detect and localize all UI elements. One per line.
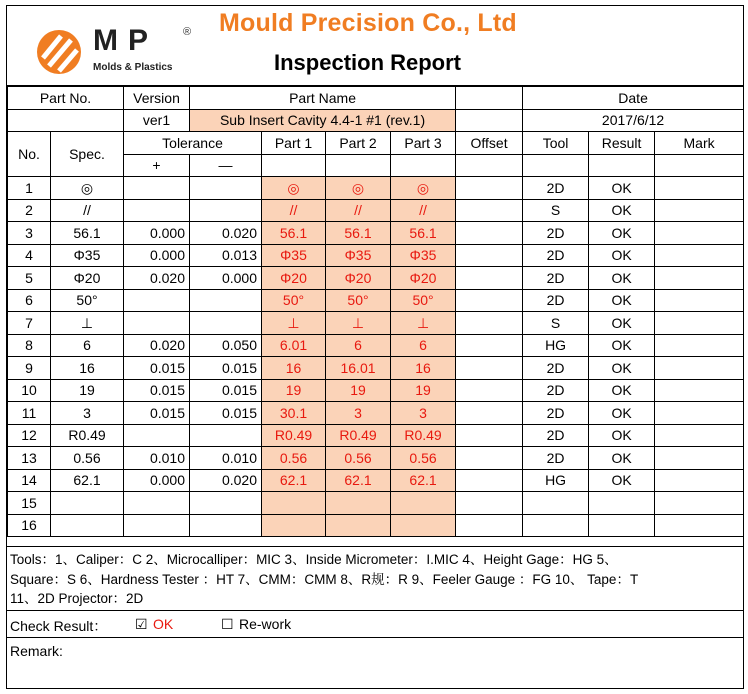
row-mark <box>655 177 744 200</box>
row-tol-plus: 0.015 <box>124 379 190 402</box>
row-tol-plus: 0.010 <box>124 447 190 470</box>
part-name-label: Part Name <box>190 87 456 110</box>
row-part1: 30.1 <box>262 402 326 425</box>
table-row <box>8 424 744 447</box>
check-result-label: Check Result： <box>10 618 108 634</box>
row-tol-minus: 0.020 <box>190 222 262 245</box>
row-offset <box>456 379 523 402</box>
row-tool: 2D <box>523 379 589 402</box>
row-part2: Φ20 <box>326 267 391 290</box>
row-part2 <box>326 514 391 537</box>
row-tool: 2D <box>523 177 589 200</box>
row-mark <box>655 244 744 267</box>
row-result: OK <box>589 379 655 402</box>
table-row <box>8 267 744 290</box>
row-no: 1 <box>8 177 51 200</box>
row-part2: R0.49 <box>326 424 391 447</box>
check-result-row <box>7 610 743 637</box>
row-spec <box>51 492 124 515</box>
info-label-row <box>8 87 744 110</box>
row-result: OK <box>589 244 655 267</box>
row-no: 9 <box>8 357 51 380</box>
row-part3: 62.1 <box>391 469 456 492</box>
inspection-table <box>7 86 744 537</box>
table-row <box>8 447 744 470</box>
row-mark <box>655 469 744 492</box>
row-spec <box>51 514 124 537</box>
row-offset <box>456 514 523 537</box>
row-tol-plus: 0.020 <box>124 334 190 357</box>
row-tol-plus: 0.015 <box>124 402 190 425</box>
row-part3: 0.56 <box>391 447 456 470</box>
row-mark <box>655 492 744 515</box>
col-mark: Mark <box>655 132 744 155</box>
rework-checkbox[interactable]: ☐ <box>221 616 234 632</box>
row-part3: R0.49 <box>391 424 456 447</box>
row-tol-plus <box>124 492 190 515</box>
row-offset <box>456 289 523 312</box>
version-value: ver1 <box>124 109 190 132</box>
row-offset <box>456 312 523 335</box>
table-row <box>8 177 744 200</box>
row-part1: 62.1 <box>262 469 326 492</box>
row-tool: 2D <box>523 244 589 267</box>
table-row <box>8 244 744 267</box>
row-tol-minus <box>190 177 262 200</box>
measurement-rows <box>8 177 744 537</box>
row-tol-plus: 0.015 <box>124 357 190 380</box>
row-part3: 19 <box>391 379 456 402</box>
table-row <box>8 402 744 425</box>
row-part1: Φ20 <box>262 267 326 290</box>
row-part2: // <box>326 199 391 222</box>
row-part1: 0.56 <box>262 447 326 470</box>
row-part1: R0.49 <box>262 424 326 447</box>
row-part3: // <box>391 199 456 222</box>
table-row <box>8 334 744 357</box>
row-part2: Φ35 <box>326 244 391 267</box>
row-part2: 50° <box>326 289 391 312</box>
row-no: 6 <box>8 289 51 312</box>
row-part1: 6.01 <box>262 334 326 357</box>
row-part3: 50° <box>391 289 456 312</box>
row-tol-plus <box>124 289 190 312</box>
row-part3 <box>391 514 456 537</box>
row-mark <box>655 402 744 425</box>
row-tol-minus <box>190 312 262 335</box>
row-tool: 2D <box>523 222 589 245</box>
row-tol-minus: 0.050 <box>190 334 262 357</box>
row-mark <box>655 267 744 290</box>
row-no: 8 <box>8 334 51 357</box>
report-title: Inspection Report <box>274 50 462 75</box>
row-part2: 19 <box>326 379 391 402</box>
row-part1: // <box>262 199 326 222</box>
col-tool: Tool <box>523 132 589 155</box>
row-tol-minus: 0.015 <box>190 379 262 402</box>
row-offset <box>456 492 523 515</box>
row-part1 <box>262 514 326 537</box>
row-tool: S <box>523 199 589 222</box>
row-part3: 6 <box>391 334 456 357</box>
col-offset: Offset <box>456 132 523 155</box>
row-tool: 2D <box>523 402 589 425</box>
row-spec: Φ35 <box>51 244 124 267</box>
date-value: 2017/6/12 <box>523 109 744 132</box>
row-spec: 3 <box>51 402 124 425</box>
row-result: OK <box>589 289 655 312</box>
row-no: 7 <box>8 312 51 335</box>
part-no-label: Part No. <box>8 87 124 110</box>
row-part3 <box>391 492 456 515</box>
row-offset <box>456 199 523 222</box>
row-result <box>589 492 655 515</box>
row-result: OK <box>589 222 655 245</box>
date-label: Date <box>523 87 744 110</box>
row-no: 15 <box>8 492 51 515</box>
info-blank <box>456 87 523 110</box>
ok-label: OK <box>153 616 174 632</box>
row-tol-minus: 0.015 <box>190 357 262 380</box>
row-spec: R0.49 <box>51 424 124 447</box>
row-no: 13 <box>8 447 51 470</box>
row-tool <box>523 492 589 515</box>
col-part2: Part 2 <box>326 132 391 155</box>
column-header-row <box>8 132 744 155</box>
row-part1: Φ35 <box>262 244 326 267</box>
tools-legend-line: 11、2D Projector：2D <box>10 591 144 606</box>
table-row <box>8 199 744 222</box>
row-tol-minus <box>190 289 262 312</box>
row-spec: 50° <box>51 289 124 312</box>
row-mark <box>655 222 744 245</box>
row-mark <box>655 424 744 447</box>
row-no: 11 <box>8 402 51 425</box>
col-part1: Part 1 <box>262 132 326 155</box>
row-offset <box>456 447 523 470</box>
row-part3: 3 <box>391 402 456 425</box>
row-result: OK <box>589 177 655 200</box>
row-spec: 16 <box>51 357 124 380</box>
row-spec: // <box>51 199 124 222</box>
row-tol-minus: 0.020 <box>190 469 262 492</box>
row-spec: ◎ <box>51 177 124 200</box>
row-result: OK <box>589 267 655 290</box>
row-part1: 19 <box>262 379 326 402</box>
row-offset <box>456 244 523 267</box>
row-mark <box>655 334 744 357</box>
row-part2: 6 <box>326 334 391 357</box>
row-mark <box>655 199 744 222</box>
row-offset <box>456 469 523 492</box>
col-plus: + <box>124 154 190 177</box>
row-part3: Φ35 <box>391 244 456 267</box>
row-spec: 19 <box>51 379 124 402</box>
row-result: OK <box>589 402 655 425</box>
company-logo <box>35 24 205 80</box>
row-tol-minus <box>190 514 262 537</box>
row-no: 10 <box>8 379 51 402</box>
row-no: 5 <box>8 267 51 290</box>
row-part1: ⊥ <box>262 312 326 335</box>
row-no: 4 <box>8 244 51 267</box>
row-tol-minus: 0.013 <box>190 244 262 267</box>
row-part2: 62.1 <box>326 469 391 492</box>
row-spec: Φ20 <box>51 267 124 290</box>
row-part3: Φ20 <box>391 267 456 290</box>
table-row <box>8 312 744 335</box>
row-result: OK <box>589 469 655 492</box>
row-result: OK <box>589 312 655 335</box>
row-mark <box>655 447 744 470</box>
ok-checkbox[interactable]: ☑ <box>135 616 148 632</box>
row-tool: 2D <box>523 289 589 312</box>
row-part1: 16 <box>262 357 326 380</box>
row-result: OK <box>589 447 655 470</box>
row-offset <box>456 334 523 357</box>
tools-legend-line: Tools：1、Caliper：C 2、Microcalliper：MIC 3、Inside Micrometer：I.MIC 4、Height Gage：HG 5、 <box>10 552 618 567</box>
logo-registered-mark: ® <box>183 26 192 38</box>
table-row <box>8 469 744 492</box>
row-offset <box>456 267 523 290</box>
row-offset <box>456 357 523 380</box>
row-mark <box>655 357 744 380</box>
row-spec: ⊥ <box>51 312 124 335</box>
row-mark <box>655 379 744 402</box>
row-part2: 16.01 <box>326 357 391 380</box>
info-value-row <box>8 109 744 132</box>
row-part2: ⊥ <box>326 312 391 335</box>
col-result: Result <box>589 132 655 155</box>
row-part3: 56.1 <box>391 222 456 245</box>
tools-legend <box>7 546 743 610</box>
report-header <box>7 6 743 86</box>
col-no: No. <box>8 132 51 177</box>
info-blank <box>456 109 523 132</box>
row-tol-minus <box>190 424 262 447</box>
row-spec: 0.56 <box>51 447 124 470</box>
row-tol-plus <box>124 177 190 200</box>
table-row <box>8 492 744 515</box>
row-part2: 3 <box>326 402 391 425</box>
row-tool: 2D <box>523 447 589 470</box>
table-row <box>8 514 744 537</box>
part-no-value <box>8 109 124 132</box>
row-offset <box>456 424 523 447</box>
row-tool: HG <box>523 469 589 492</box>
row-tool: 2D <box>523 424 589 447</box>
row-no: 3 <box>8 222 51 245</box>
company-name: Mould Precision Co., Ltd <box>219 9 517 37</box>
table-row <box>8 379 744 402</box>
row-mark <box>655 514 744 537</box>
row-result: OK <box>589 424 655 447</box>
row-result <box>589 514 655 537</box>
row-tol-plus <box>124 199 190 222</box>
row-tol-minus <box>190 492 262 515</box>
row-spec: 6 <box>51 334 124 357</box>
row-offset <box>456 402 523 425</box>
row-offset <box>456 222 523 245</box>
table-row <box>8 222 744 245</box>
row-part1: 56.1 <box>262 222 326 245</box>
row-part2: ◎ <box>326 177 391 200</box>
row-tol-plus <box>124 424 190 447</box>
row-tol-plus: 0.000 <box>124 222 190 245</box>
col-part3: Part 3 <box>391 132 456 155</box>
part-name-value: Sub Insert Cavity 4.4-1 #1 (rev.1) <box>190 109 456 132</box>
row-no: 12 <box>8 424 51 447</box>
col-tolerance: Tolerance <box>124 132 262 155</box>
row-tol-plus <box>124 514 190 537</box>
row-tool: S <box>523 312 589 335</box>
row-spec: 62.1 <box>51 469 124 492</box>
row-part3: 16 <box>391 357 456 380</box>
row-part3: ◎ <box>391 177 456 200</box>
row-tol-plus: 0.000 <box>124 244 190 267</box>
row-tool <box>523 514 589 537</box>
tools-legend-line: Square：S 6、Hardness Tester ：HT 7、CMM：CMM 8、R规：R 9、Feeler Gauge ：FG 10、 Tape：T <box>10 571 639 587</box>
row-no: 2 <box>8 199 51 222</box>
row-tool: 2D <box>523 357 589 380</box>
row-no: 14 <box>8 469 51 492</box>
version-label: Version <box>124 87 190 110</box>
row-tol-plus <box>124 312 190 335</box>
table-row <box>8 357 744 380</box>
remark-section <box>7 637 743 689</box>
row-part2: 56.1 <box>326 222 391 245</box>
row-part2 <box>326 492 391 515</box>
row-result: OK <box>589 334 655 357</box>
row-part2: 0.56 <box>326 447 391 470</box>
row-tol-plus: 0.000 <box>124 469 190 492</box>
logo-tagline: Molds & Plastics <box>93 62 173 73</box>
table-row <box>8 289 744 312</box>
row-no: 16 <box>8 514 51 537</box>
row-part1 <box>262 492 326 515</box>
inspection-report-sheet <box>6 5 744 689</box>
row-mark <box>655 289 744 312</box>
col-minus: — <box>190 154 262 177</box>
row-tol-minus: 0.010 <box>190 447 262 470</box>
col-spec: Spec. <box>51 132 124 177</box>
row-tool: 2D <box>523 267 589 290</box>
remark-label: Remark: <box>10 643 63 659</box>
row-result: OK <box>589 199 655 222</box>
row-part1: ◎ <box>262 177 326 200</box>
row-tol-minus: 0.015 <box>190 402 262 425</box>
row-part3: ⊥ <box>391 312 456 335</box>
row-spec: 56.1 <box>51 222 124 245</box>
row-offset <box>456 177 523 200</box>
row-part1: 50° <box>262 289 326 312</box>
row-tool: HG <box>523 334 589 357</box>
row-result: OK <box>589 357 655 380</box>
rework-label: Re-work <box>239 616 292 632</box>
logo-wordmark: MP <box>93 24 158 57</box>
row-tol-minus: 0.000 <box>190 267 262 290</box>
row-tol-minus <box>190 199 262 222</box>
row-tol-plus: 0.020 <box>124 267 190 290</box>
row-mark <box>655 312 744 335</box>
